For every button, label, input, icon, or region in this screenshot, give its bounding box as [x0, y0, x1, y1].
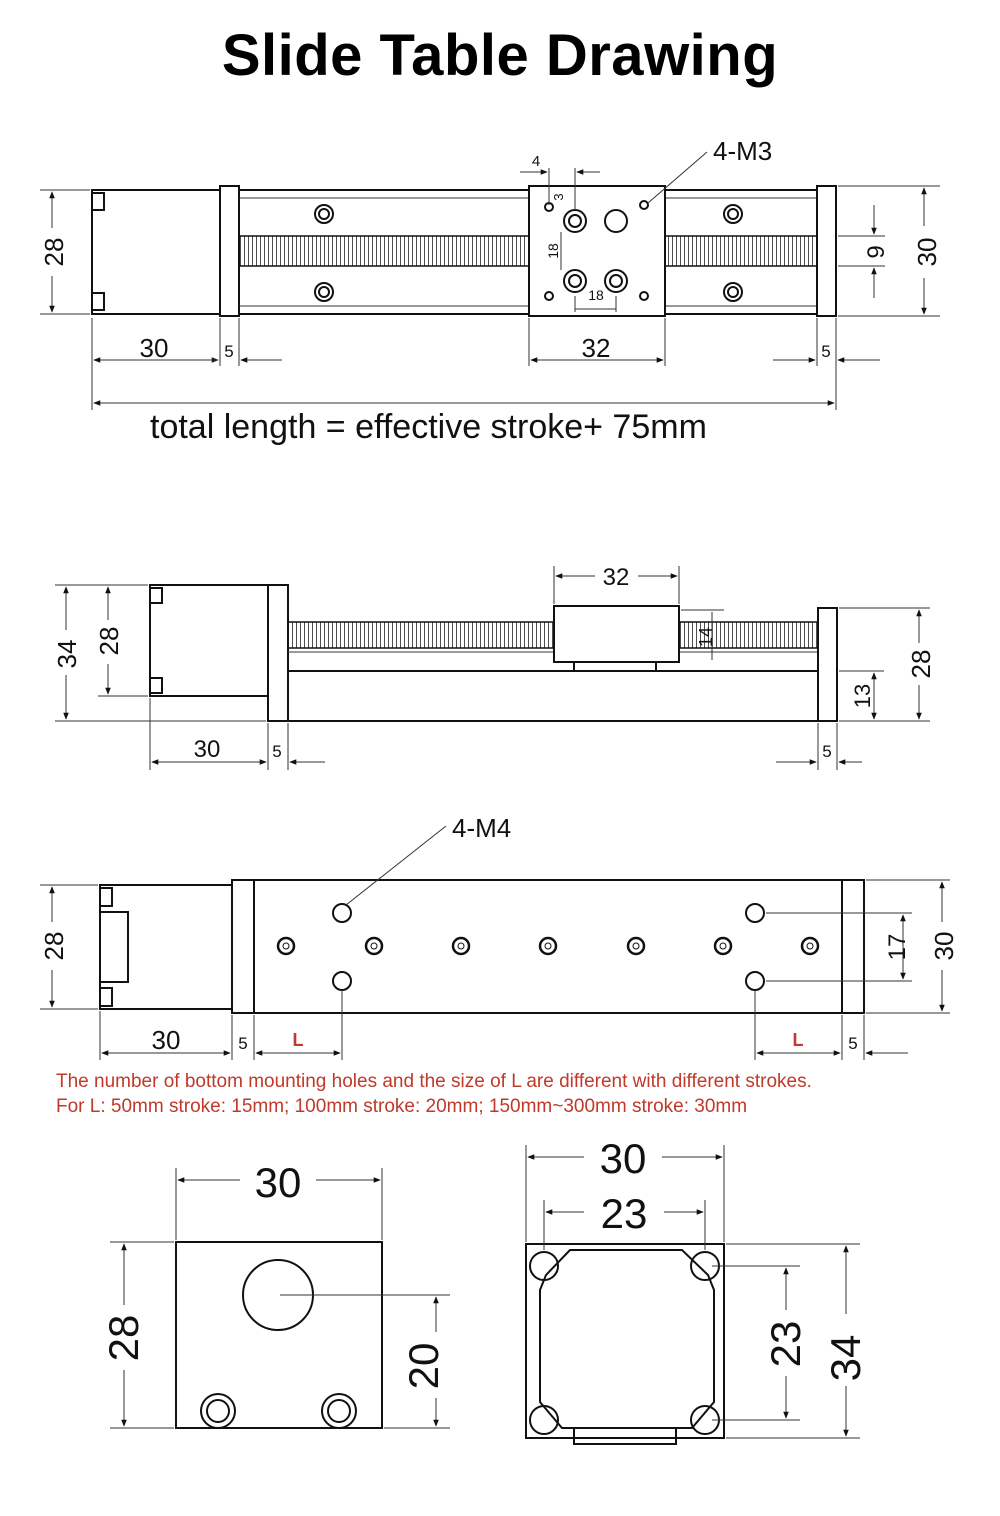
right-end-plate [818, 608, 837, 721]
slide-block [554, 606, 679, 662]
dim-28: 28 [100, 1314, 147, 1362]
drawing-title: Slide Table Drawing [221, 23, 779, 88]
dim-32-block: 32 [581, 333, 611, 363]
top-view [39, 136, 942, 410]
dim-30-height: 30 [912, 237, 942, 267]
dim-5-left: 5 [238, 1034, 248, 1053]
right-end-plate [817, 186, 836, 316]
dim-18-vertical: 18 [545, 243, 561, 259]
dim-18-horizontal: 18 [588, 287, 604, 303]
dim-5-right: 5 [821, 342, 831, 361]
screw-hole [724, 205, 742, 223]
mounting-hole [802, 938, 818, 954]
dim-5-left: 5 [224, 342, 234, 361]
callout-4-m4: 4-M4 [452, 813, 512, 843]
screw-hole [724, 283, 742, 301]
dim-30: 30 [599, 1135, 647, 1182]
lead-screw [239, 236, 529, 266]
motor-body [92, 190, 220, 314]
m4-hole [746, 972, 764, 990]
motor-body [150, 585, 268, 696]
dim-32-block: 32 [602, 564, 630, 591]
m4-hole [333, 904, 351, 922]
dim-28: 28 [39, 931, 69, 961]
side-view [52, 564, 936, 770]
dim-4: 4 [531, 153, 541, 170]
dim-30-motor: 30 [193, 736, 221, 763]
total-length-formula: total length = effective stroke+ 75mm [150, 408, 707, 446]
dim-3: 3 [551, 193, 566, 201]
stroke-note-line-2: For L: 50mm stroke: 15mm; 100mm stroke: 20mm; 150mm~300mm stroke: 30mm [56, 1096, 748, 1117]
callout-4-m3: 4-M3 [713, 136, 773, 166]
screw-hole [315, 283, 333, 301]
bottom-view [39, 813, 959, 1060]
motor-end-view [100, 1159, 450, 1428]
dim-14: 14 [696, 626, 716, 648]
mounting-hole [540, 938, 556, 954]
dim-28: 28 [94, 626, 124, 656]
left-end-plate [232, 880, 254, 1013]
left-end-plate [220, 186, 239, 316]
mounting-hole [278, 938, 294, 954]
dim-20: 20 [400, 1342, 447, 1390]
mount-hole [201, 1394, 235, 1428]
dim-23-vertical: 23 [762, 1320, 809, 1368]
dim-L-left: L [292, 1030, 304, 1050]
dim-30-height: 30 [929, 931, 959, 961]
dim-9: 9 [863, 245, 890, 259]
m4-hole [746, 904, 764, 922]
dim-13: 13 [850, 683, 875, 709]
dim-5-left: 5 [272, 742, 282, 761]
lead-screw-right [665, 236, 817, 266]
motor-face [540, 1250, 714, 1428]
dim-30: 30 [254, 1159, 302, 1206]
dim-28-right: 28 [906, 649, 936, 679]
mounting-hole [628, 938, 644, 954]
dim-34: 34 [822, 1334, 869, 1382]
stroke-note-line-1: The number of bottom mounting holes and the size of L are different with different strokes. [56, 1071, 812, 1092]
leader-line [648, 152, 707, 203]
mounting-hole [366, 938, 382, 954]
mount-hole [530, 1406, 558, 1434]
dim-23: 23 [600, 1190, 648, 1237]
leader-line [346, 826, 446, 905]
stepper-end-view [526, 1135, 869, 1444]
dim-30-motor: 30 [151, 1025, 181, 1055]
right-end-plate [842, 880, 864, 1013]
mounting-hole [453, 938, 469, 954]
dim-L-right: L [792, 1030, 804, 1050]
dim-28: 28 [39, 237, 69, 267]
m4-hole [333, 972, 351, 990]
rail-profile [288, 671, 818, 721]
screw-hole [315, 205, 333, 223]
dim-17: 17 [884, 933, 911, 961]
dim-30-motor: 30 [139, 333, 169, 363]
mounting-hole [715, 938, 731, 954]
dim-5-right: 5 [848, 1034, 858, 1053]
dim-5-right: 5 [822, 742, 832, 761]
dim-34: 34 [52, 639, 82, 669]
motor-body [100, 885, 232, 1009]
mount-hole [322, 1394, 356, 1428]
left-end-plate [268, 585, 288, 721]
lead-screw [288, 622, 554, 648]
